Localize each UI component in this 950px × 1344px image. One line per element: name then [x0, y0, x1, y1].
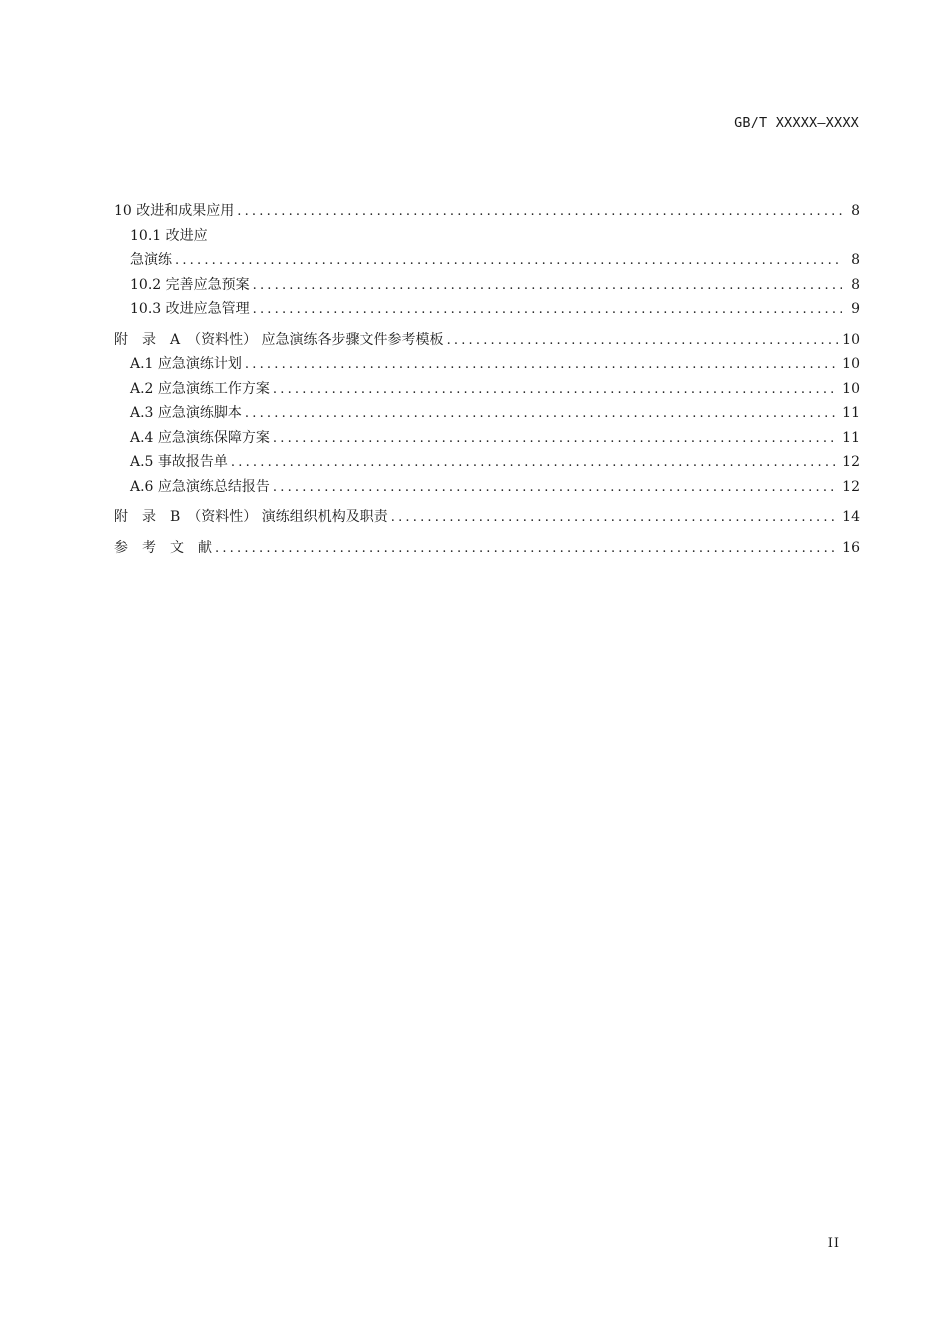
toc-leader-dots: [447, 333, 839, 348]
toc-entry-page: 16: [842, 539, 860, 556]
toc-entry-appendix-a[interactable]: [114, 329, 860, 354]
toc-entry-page: 11: [842, 429, 860, 446]
toc-entry-bibliography[interactable]: [114, 537, 860, 562]
toc-entry-page: 12: [842, 478, 860, 495]
toc-entry-a-2[interactable]: [114, 378, 860, 403]
toc-entry-page: 8: [851, 276, 860, 293]
toc-leader-dots: [273, 382, 838, 397]
toc-entry-label: 10.2 完善应急预案: [130, 276, 250, 293]
toc-entry-page: 10: [842, 356, 860, 372]
toc-leader-dots: [245, 357, 838, 372]
toc-entry-label: 参 考 文 献: [114, 539, 212, 556]
toc-leader-dots: [175, 253, 842, 268]
toc-entry-page: 8: [851, 203, 860, 219]
toc-entry-a-3[interactable]: [114, 402, 860, 427]
toc-entry-label: 附 录 B （资料性） 演练组织机构及职责: [114, 509, 388, 525]
toc-entry-10-2[interactable]: [114, 274, 860, 299]
toc-entry-label: 10 改进和成果应用: [114, 203, 235, 219]
toc-entry-a-4[interactable]: [114, 427, 860, 452]
toc-leader-dots: [273, 431, 838, 446]
toc-entry-label: 10.3 改进应急管理: [130, 301, 250, 317]
toc-entry-page: 10: [842, 380, 860, 397]
toc-entry-label: A.2 应急演练工作方案: [130, 380, 270, 397]
page-number: II: [827, 1236, 840, 1251]
toc-entry-a-1[interactable]: [114, 353, 860, 378]
toc-entry-10-1-line1[interactable]: [114, 225, 860, 250]
toc-entry-label: A.1 应急演练计划: [130, 356, 242, 372]
toc-entry-page: 10: [842, 331, 860, 348]
toc-entry-label: 急演练: [130, 252, 172, 268]
toc-entry-page: 12: [842, 454, 860, 470]
toc-entry-10[interactable]: [114, 200, 860, 225]
standard-code: GB/T XXXXX—XXXX: [734, 115, 859, 131]
toc-leader-dots: [237, 204, 842, 219]
toc-entry-page: 14: [842, 509, 860, 525]
toc-entry-10-3[interactable]: [114, 298, 860, 323]
toc-leader-dots: [245, 406, 838, 421]
table-of-contents: [114, 200, 860, 561]
toc-entry-a-6[interactable]: [114, 476, 860, 501]
toc-entry-label: A.5 事故报告单: [130, 454, 228, 470]
toc-entry-page: 11: [842, 405, 860, 421]
toc-entry-page: 9: [851, 301, 860, 317]
toc-entry-page: 8: [851, 252, 860, 268]
toc-leader-dots: [231, 455, 838, 470]
toc-entry-appendix-b[interactable]: [114, 506, 860, 531]
toc-leader-dots: [215, 541, 838, 556]
toc-entry-label: 附 录 A （资料性） 应急演练各步骤文件参考模板: [114, 331, 444, 348]
toc-entry-label: A.6 应急演练总结报告: [130, 478, 270, 495]
toc-entry-label: A.3 应急演练脚本: [130, 405, 242, 421]
toc-leader-dots: [391, 510, 838, 525]
toc-entry-a-5[interactable]: [114, 451, 860, 476]
toc-entry-label: A.4 应急演练保障方案: [130, 429, 270, 446]
toc-entry-10-1-line2[interactable]: [114, 249, 860, 274]
toc-entry-label: 10.1 改进应: [130, 227, 208, 244]
toc-leader-dots: [253, 278, 842, 293]
toc-leader-dots: [253, 302, 842, 317]
toc-leader-dots: [273, 480, 838, 495]
